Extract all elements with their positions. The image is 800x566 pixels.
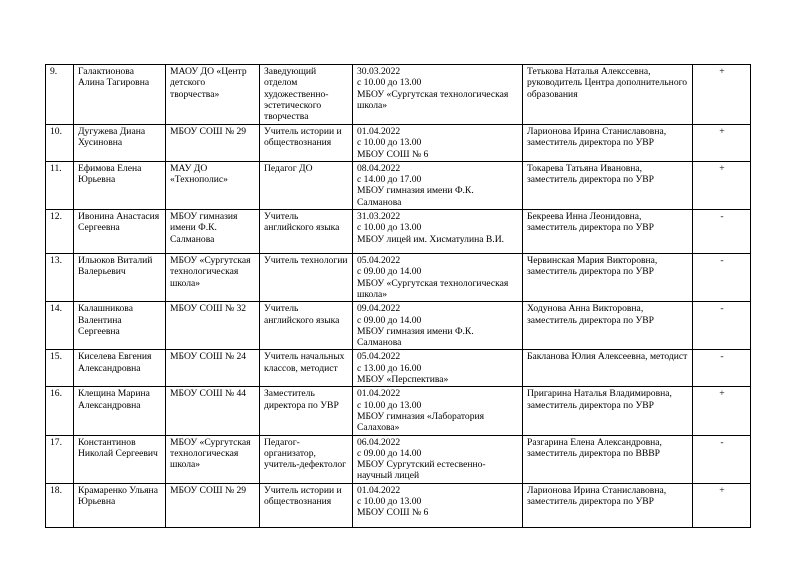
event-details [353,210,523,254]
event-date: 09.04.2022 [357,303,401,315]
row-number: 12. [46,210,74,254]
event-date: 05.04.2022 [357,255,401,267]
participant-name: Ивонина Анастасия Сергеевна [74,210,166,254]
event-details [353,302,523,350]
participant-name: Ефимова Елена Юрьевна [74,161,166,209]
event-place: МБОУ «Сургутская технологическая школа» [357,88,509,111]
organization: МБОУ СОШ № 24 [166,350,260,387]
row-number: 14. [46,302,74,350]
event-date: 31.03.2022 [357,211,401,223]
position: Педагог-организатор, учитель-дефектолог [260,435,353,483]
schedule-table [45,64,751,528]
expert: Червинская Мария Викторовна, заместитель директора по УВР [523,254,693,302]
organization: МАУ ДО «Технополис» [166,161,260,209]
position: Учитель английского языка [260,302,353,350]
event-time: с 10.00 до 13.00 [357,222,422,234]
event-date: 01.04.2022 [357,484,401,496]
event-details [353,161,523,209]
participant-name: Клещина Марина Александровна [74,387,166,435]
table-row [46,483,751,527]
event-place: МБОУ «Сургутская технологическая школа» [357,277,509,300]
organization: МБОУ «Сургутская технологическая школа» [166,254,260,302]
position: Заместитель директора по УВР [260,387,353,435]
result-mark: + [693,161,751,209]
row-number: 11. [46,161,74,209]
event-details [353,125,523,162]
participant-name: Киселева Евгения Александровна [74,350,166,387]
organization: МБОУ гимназия имени Ф.К. Салманова [166,210,260,254]
participant-name: Константинов Николай Сергеевич [74,435,166,483]
result-mark: + [693,125,751,162]
position: Педагог ДО [260,161,353,209]
expert: Токарева Татьяна Ивановна, заместитель директора по УВР [523,161,693,209]
event-place: МБОУ Сургутский естесвенно-научный лицей [357,459,486,482]
organization: МБОУ СОШ № 32 [166,302,260,350]
event-place: МБОУ гимназия имени Ф.К. Салманова [357,185,474,208]
table-row [46,254,751,302]
event-time: с 13.00 до 16.00 [357,362,422,374]
result-mark: - [693,302,751,350]
expert: Пригарина Наталья Владимировна, заместитель директора по УВР [523,387,693,435]
organization: МБОУ СОШ № 44 [166,387,260,435]
table-row [46,387,751,435]
event-place: МБОУ «Перспектива» [357,374,449,386]
event-time: с 09.00 до 14.00 [357,314,422,326]
result-mark: - [693,435,751,483]
event-time: с 10.00 до 13.00 [357,137,422,149]
expert: Разгарина Елена Александровна, заместитель директора по ВВВР [523,435,693,483]
position: Заведующий отделом художественно-эстетического творчества [260,65,353,125]
event-place: МБОУ гимназия «Лаборатория Салахова» [357,410,485,434]
event-date: 08.04.2022 [357,162,401,174]
row-number: 9. [46,65,74,125]
event-place: МБОУ СОШ № 6 [357,507,429,519]
event-date: 05.04.2022 [357,351,401,363]
row-number: 18. [46,483,74,527]
table-row [46,302,751,350]
event-details [353,387,523,435]
row-number: 13. [46,254,74,302]
event-time: с 09.00 до 14.00 [357,447,422,459]
result-mark: - [693,254,751,302]
position: Учитель начальных классов, методист [260,350,353,387]
event-date: 01.04.2022 [357,388,401,400]
result-mark: + [693,65,751,125]
event-time: с 09.00 до 14.00 [357,266,422,278]
event-details [353,350,523,387]
event-place: МБОУ лицей им. Хисматулина В.И. [357,233,505,245]
expert: Бекреева Инна Леонидовна, заместитель директора по УВР [523,210,693,254]
table-row [46,125,751,162]
event-date: 30.03.2022 [357,66,401,77]
expert: Ларионова Ирина Станиславовна, заместитель директора по УВР [523,483,693,527]
row-number: 16. [46,387,74,435]
expert: Ходунова Анна Викторовна, заместитель директора по УВР [523,302,693,350]
event-date: 06.04.2022 [357,436,401,448]
result-mark: + [693,483,751,527]
event-date: 01.04.2022 [357,126,401,137]
table-row [46,161,751,209]
organization: МБОУ СОШ № 29 [166,483,260,527]
organization: МБОУ СОШ № 29 [166,125,260,162]
participant-name: Галактионова Алина Тагировна [74,65,166,125]
table-row [46,350,751,387]
event-place: МБОУ гимназия имени Ф.К. Салманова [357,325,474,349]
participant-name: Крамаренко Ульяна Юрьевна [74,483,166,527]
table-row [46,210,751,254]
event-time: с 14.00 до 17.00 [357,174,422,186]
expert: Тетькова Наталья Алекссевна, руководитель Центра дополнительного образования [523,65,693,125]
row-number: 17. [46,435,74,483]
event-details [353,65,523,125]
event-place: МБОУ СОШ № 6 [357,148,429,160]
participant-name: Ильюков Виталий Валерьевич [74,254,166,302]
table-row [46,65,751,125]
event-details [353,435,523,483]
event-details [353,254,523,302]
position: Учитель английского языка [260,210,353,254]
position: Учитель истории и обществознания [260,125,353,162]
participant-name: Дугужева Диана Хусиновна [74,125,166,162]
expert: Бакланова Юлия Алексеевна, методист [523,350,693,387]
event-time: с 10.00 до 13.00 [357,77,422,89]
result-mark: + [693,387,751,435]
event-details [353,483,523,527]
position: Учитель технологии [260,254,353,302]
position: Учитель истории и обществознания [260,483,353,527]
result-mark: - [693,210,751,254]
result-mark: - [693,350,751,387]
table-row [46,435,751,483]
row-number: 15. [46,350,74,387]
organization: МБОУ «Сургутская технологическая школа» [166,435,260,483]
row-number: 10. [46,125,74,162]
expert: Ларионова Ирина Станиславовна, заместитель директора по УВР [523,125,693,162]
event-time: с 10.00 до 13.00 [357,496,422,508]
participant-name: Калашникова Валентина Сергеевна [74,302,166,350]
organization: МАОУ ДО «Центр детского творчества» [166,65,260,125]
event-time: с 10.00 до 13.00 [357,399,422,411]
